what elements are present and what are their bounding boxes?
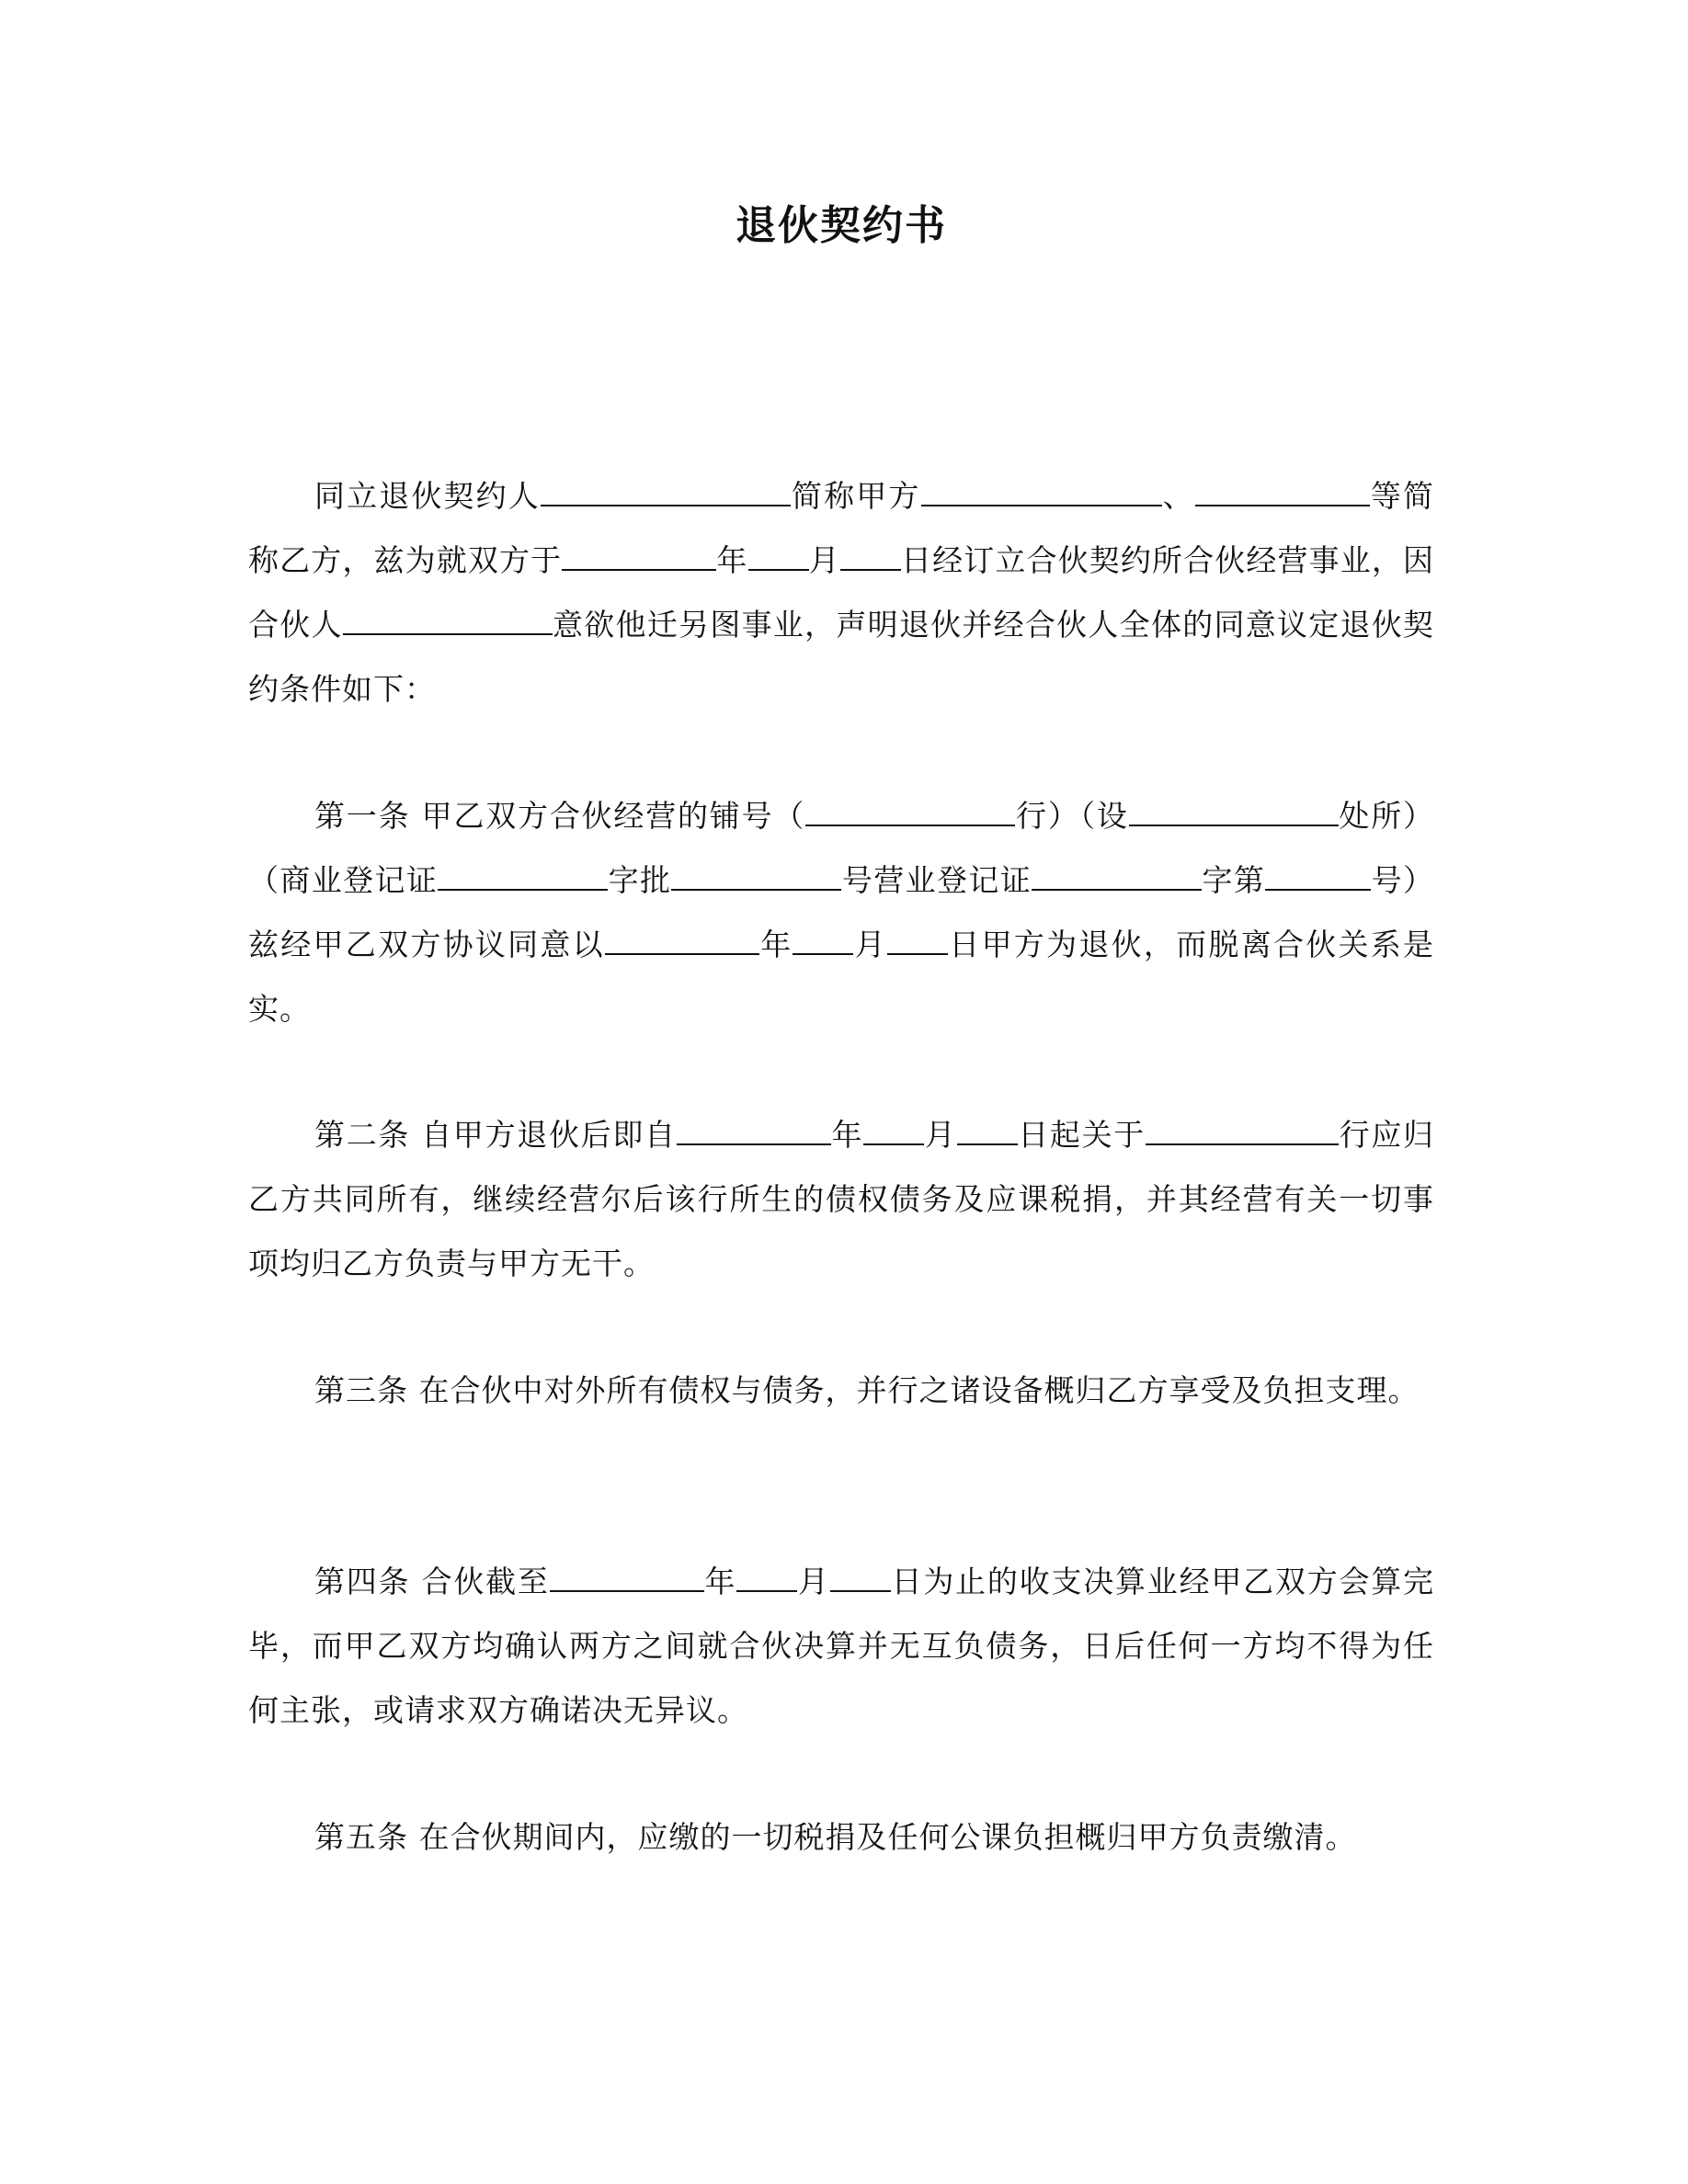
blank-line xyxy=(1032,863,1202,891)
blank-line xyxy=(957,1118,1018,1145)
blank-line xyxy=(887,927,948,955)
text-segment: 年 xyxy=(703,1564,737,1599)
blank-line xyxy=(1195,479,1370,506)
article-5-paragraph xyxy=(248,1805,1434,1870)
blank-line xyxy=(605,927,759,955)
text-segment: 月 xyxy=(808,542,840,578)
blank-line xyxy=(736,1564,797,1592)
text-segment: 年 xyxy=(716,542,748,578)
blank-line xyxy=(830,1564,891,1592)
blank-line xyxy=(748,543,809,571)
blank-line xyxy=(677,1118,831,1145)
blank-line xyxy=(805,799,1015,826)
text-segment: 、 xyxy=(1161,478,1195,514)
text-segment: 同立退伙契约人 xyxy=(314,478,541,514)
blank-line xyxy=(438,863,608,891)
preamble-paragraph xyxy=(248,464,1434,722)
blank-line xyxy=(343,608,553,635)
text-segment: 月 xyxy=(924,1117,957,1153)
text-segment: 字批 xyxy=(608,862,672,898)
blank-line xyxy=(840,543,901,571)
blank-line xyxy=(921,479,1162,506)
document-page xyxy=(248,0,1434,2184)
document-title: 退伙契约书 xyxy=(736,202,947,249)
article-4-paragraph xyxy=(248,1550,1434,1743)
text-segment: 日为止的收支决算业经甲乙双方会算完毕，而甲乙双方均确认两方之间就合伙决算并无互负债务，日后任何一方均不得为任何主张，或请求双方确诺决无异议。 xyxy=(248,1564,1435,1728)
text-segment: 字第 xyxy=(1202,862,1266,898)
text-segment: 第五条 在合伙期间内，应缴的一切税捐及任何公课负担概归甲方负责缴清。 xyxy=(314,1819,1357,1855)
blank-line xyxy=(541,479,791,506)
blank-line xyxy=(671,863,841,891)
blank-line xyxy=(1265,863,1371,891)
text-segment: 日甲方为退伙，而脱离合伙关系是实。 xyxy=(248,927,1435,1027)
blank-line xyxy=(550,1564,704,1592)
text-segment: 意欲他迁另图事业，声明退伙并经合伙人全体的同意议定退伙契约条件如下： xyxy=(248,607,1435,707)
blank-line xyxy=(1146,1118,1339,1145)
blank-line xyxy=(562,543,716,571)
text-segment: 日起关于 xyxy=(1017,1117,1146,1153)
text-segment: 行）（设 xyxy=(1015,798,1129,834)
text-segment: 第三条 在合伙中对外所有债权与债务，并行之诸设备概归乙方享受及负担支理。 xyxy=(314,1372,1420,1408)
text-segment: 第二条 自甲方退伙后即自 xyxy=(314,1117,677,1153)
text-segment: 年 xyxy=(830,1117,864,1153)
text-segment: 月 xyxy=(797,1564,830,1599)
blank-line xyxy=(1129,799,1339,826)
text-segment: 第一条 甲乙双方合伙经营的铺号（ xyxy=(314,798,806,834)
text-segment: 行应归乙方共同所有，继续经营尔后该行所生的债权债务及应课税捐，并其经营有关一切事项均归乙方负责与甲方无干。 xyxy=(248,1117,1434,1281)
text-segment: 年 xyxy=(758,927,793,962)
article-3-paragraph xyxy=(248,1359,1434,1423)
text-segment: 处所）（商业登记证 xyxy=(248,798,1435,898)
text-segment: 号营业登记证 xyxy=(841,862,1032,898)
article-2-paragraph xyxy=(248,1103,1434,1296)
text-segment: 第四条 合伙截至 xyxy=(314,1564,550,1599)
text-segment: 简称甲方 xyxy=(790,478,921,514)
blank-line xyxy=(793,927,853,955)
article-1-paragraph xyxy=(248,784,1434,1041)
text-segment: 号）兹经甲乙双方协议同意以 xyxy=(248,862,1435,962)
text-segment: 月 xyxy=(853,927,888,962)
text-segment: 等简称乙方，兹为就双方于 xyxy=(248,478,1434,578)
blank-line xyxy=(863,1118,924,1145)
text-segment: 日经订立合伙契约所合伙经营事业，因合伙人 xyxy=(248,542,1435,643)
